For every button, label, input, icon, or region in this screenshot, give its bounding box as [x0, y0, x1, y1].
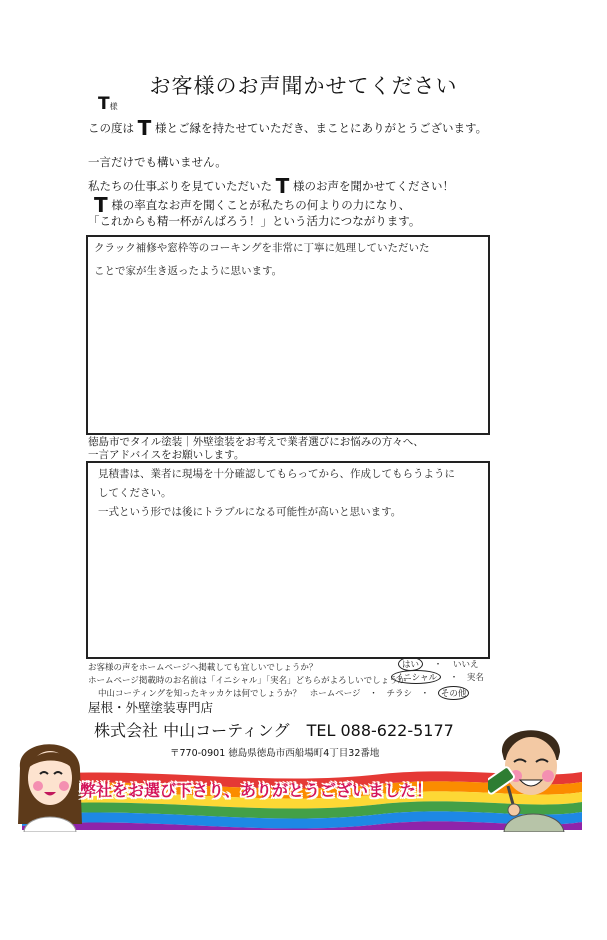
answer-box-1: [86, 235, 490, 435]
option-real-name: 実名: [466, 673, 484, 683]
company-tel: TEL 088-622-5177: [306, 721, 454, 740]
question-2-line-2: 一言アドバイスをお願いします。: [88, 449, 245, 461]
option-yes-circled: はい: [398, 657, 423, 671]
option-flyer: チラシ: [386, 689, 412, 699]
customer-initial: T: [137, 116, 152, 140]
intro-line-4: T 様の率直なお声を聞くことが私たちの何よりの力になり、: [94, 193, 411, 217]
question-2-line-1: 徳島市でタイル塗装｜外壁塗装をお考えで業者選びにお悩みの方々へ、: [88, 436, 424, 448]
intro-line-1: この度は T 様とご縁を持たせていただき、まことにありがとうございます。: [88, 116, 488, 140]
company-name: 株式会社 中山コーティング: [94, 721, 290, 740]
answer-1-line: ことで家が生き返ったように思います。: [94, 265, 283, 277]
answer-2-line: してください。: [98, 487, 172, 499]
banner-thanks-text: 弊社をお選び下さり、ありがとうございました！: [80, 781, 433, 800]
intro-line-2: 一言だけでも構いません。: [88, 155, 227, 169]
answer-box-2: [86, 461, 490, 659]
answer-2-line: 一式という形では後にトラブルになる可能性が高いと思います。: [98, 506, 402, 518]
company-tagline: 屋根・外壁塗装専門店: [88, 700, 214, 715]
page-title: お客様のお声聞かせてください: [149, 74, 458, 98]
company-name-row: [94, 718, 454, 741]
painter-character-illustration: [488, 716, 574, 832]
customer-initial-top: T様: [98, 94, 118, 114]
survey-q2: ホームページ掲載時のお名前は「イニシャル」「実名」どちらがよろしいでしょうか: [88, 676, 407, 686]
customer-initial: T: [275, 174, 290, 198]
option-no: いいえ: [452, 660, 479, 670]
customer-initial: T: [94, 193, 108, 217]
company-address: 〒770-0901 徳島県徳島市西船場町4丁目32番地: [170, 748, 380, 759]
option-initial-circled: イニシャル: [391, 670, 441, 684]
option-homepage: ホームページ: [309, 689, 361, 699]
survey-q3: 中山コーティングを知ったキッカケは何でしょうか？ ホームページ ・ チラシ ・ その他: [98, 686, 469, 700]
intro-line-3: 私たちの仕事ぶりを見ていただいた T 様のお声を聞かせてください！: [88, 174, 454, 198]
option-other-circled: その他: [438, 686, 470, 700]
answer-1-line: クラック補修や窓枠等のコーキングを非常に丁寧に処理していただいた: [94, 242, 430, 254]
survey-q1-options: はい ・ いいえ: [398, 657, 478, 671]
survey-q2-options: イニシャル ・ 実名: [391, 670, 484, 684]
woman-character-illustration: [10, 728, 90, 832]
answer-2-line: 見積書は、業者に現場を十分確認してもらってから、作成してもらうように: [98, 468, 455, 480]
survey-q1: お客様の声をホームページへ掲載しても宜しいでしょうか？: [88, 663, 318, 673]
intro-line-5: 「これからも精一杯がんばろう！」という活力につながります。: [88, 214, 421, 228]
